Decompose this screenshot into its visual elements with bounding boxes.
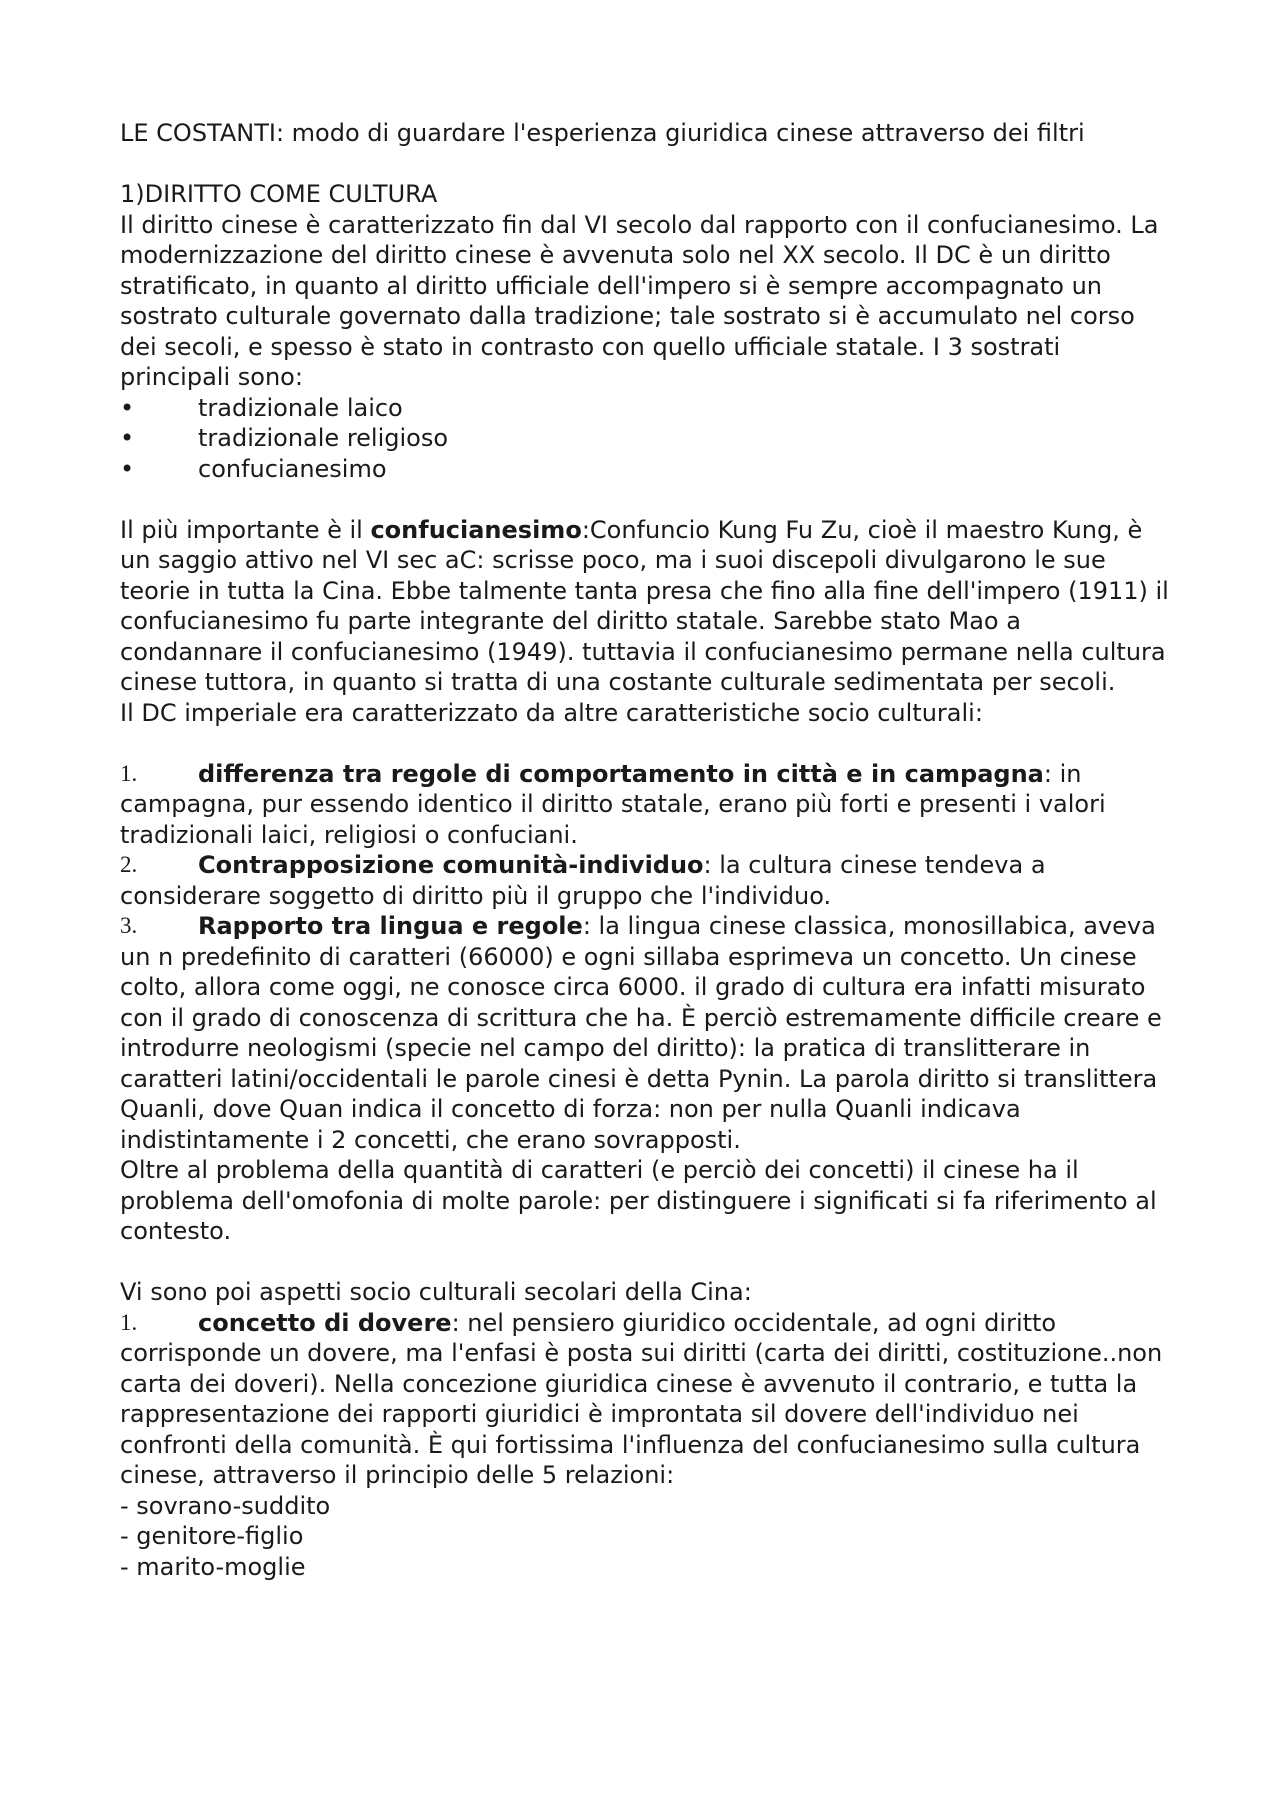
omofonia-paragraph: Oltre al problema della quantità di caratteri (e perciò dei concetti) il cinese ha il problema dell'omofonia di molte parole: per distinguere i significati si fa riferimento al contesto. (120, 1156, 1157, 1245)
item-number: 2. (120, 852, 138, 877)
bullet-text: confucianesimo (198, 454, 387, 483)
item-text: : la lingua cinese classica, monosillabica, aveva un n predefinito di caratteri (66000) e ogni sillaba esprimeva un concetto. Un cinese colto, allora come oggi, ne conosce circa 6000. il grado di cultura era infatti misurato con il grado di conoscenza di scrittura che ha. È perciò estremamente difficile creare e introdurre neologismi (specie nel campo del diritto): la pratica di translitterare in caratteri latini/occidentali le parole cinesi è detta Pynin. La parola diritto si translittera Quanli, dove Quan indica il concetto di forza: non per nulla Quanli indicava indistintamente i 2 concetti, che erano sovrapposti. (120, 912, 1162, 1154)
numbered-item (120, 759, 1170, 851)
spacer (120, 728, 1170, 759)
document-page (120, 118, 1170, 1582)
bullet-item (120, 393, 1170, 424)
spacer (120, 149, 1170, 180)
item-text: : in campagna, pur essendo identico il diritto statale, erano più forti e presenti i valori tradizionali laici, religiosi o confuciani. (120, 759, 1106, 849)
numbered-item (120, 1308, 1170, 1491)
relation-item: - sovrano-suddito (120, 1491, 331, 1520)
item-number: 1. (120, 1309, 138, 1335)
followup-paragraph: Il DC imperiale era caratterizzato da altre caratteristiche socio culturali: (120, 698, 983, 727)
confucianesimo-paragraph (120, 515, 1170, 698)
bold-term: Contrapposizione comunità-individuo (198, 851, 704, 879)
item-text: : la cultura cinese tendeva a considerare soggetto di diritto più il gruppo che l'individuo. (120, 851, 1046, 910)
bold-term: differenza tra regole di comportamento in città e in campagna (198, 759, 1044, 788)
bullet-mark: • (120, 454, 135, 483)
relation-item: - genitore-figlio (120, 1522, 304, 1550)
bullet-mark: • (120, 393, 135, 422)
item-number: 1. (120, 760, 138, 786)
bold-term: Rapporto tra lingua e regole (198, 912, 583, 940)
spacer (120, 1247, 1170, 1278)
item-number: 3. (120, 913, 138, 938)
spacer (120, 484, 1170, 515)
paragraph-text: :Confuncio Kung Fu Zu, cioè il maestro Kung, è un saggio attivo nel VI sec aC: scrisse poco, ma i suoi discepoli divulgarono le sue teorie in tutta la Cina. Ebbe talmente tanta presa che fino alla fine dell'impero (1911) il confucianesimo fu parte integrante del diritto statale. Sarebbe stato Mao a condannare il confucianesimo (1949). tuttavia il confucianesimo permane nella cultura cinese tuttora, in quanto si tratta di una costante culturale sedimentata per secoli. (120, 515, 1169, 696)
bold-term: concetto di dovere (198, 1308, 452, 1337)
numbered-item (120, 850, 1170, 911)
bullet-item (120, 454, 1170, 485)
relation-item: - marito-moglie (120, 1552, 306, 1581)
bold-term: confucianesimo (370, 515, 582, 544)
bullet-text: tradizionale religioso (198, 424, 449, 452)
paragraph-lead: Il più importante è il (120, 515, 371, 544)
secolari-intro: Vi sono poi aspetti socio culturali secolari della Cina: (120, 1278, 752, 1306)
bullet-text: tradizionale laico (198, 393, 403, 422)
bullet-item (120, 423, 1170, 454)
item-text: : nel pensiero giuridico occidentale, ad ogni diritto corrisponde un dovere, ma l'enfasi è posta sui diritti (carta dei diritti, costituzione..non carta dei doveri). Nella concezione giuridica cinese è avvenuto il contrario, e tutta la rappresentazione dei rapporti giuridici è improntata sil dovere dell'individuo nei confronti della comunità. È qui fortissima l'influenza del confucianesimo sulla cultura cinese, attraverso il principio delle 5 relazioni: (120, 1308, 1163, 1489)
section-heading: 1)DIRITTO COME CULTURA (120, 180, 438, 208)
bullet-mark: • (120, 424, 135, 452)
document-title: LE COSTANTI: modo di guardare l'esperienza giuridica cinese attraverso dei filtri (120, 119, 1085, 147)
section-intro-paragraph: Il diritto cinese è caratterizzato fin dal VI secolo dal rapporto con il confucianesimo. La modernizzazione del diritto cinese è avvenuta solo nel XX secolo. Il DC è un diritto stratificato, in quanto al diritto ufficiale dell'impero si è sempre accompagnato un sostrato culturale governato dalla tradizione; tale sostrato si è accumulato nel corso dei secoli, e spesso è stato in contrasto con quello ufficiale statale. I 3 sostrati principali sono: (120, 210, 1159, 391)
numbered-item (120, 911, 1170, 1155)
